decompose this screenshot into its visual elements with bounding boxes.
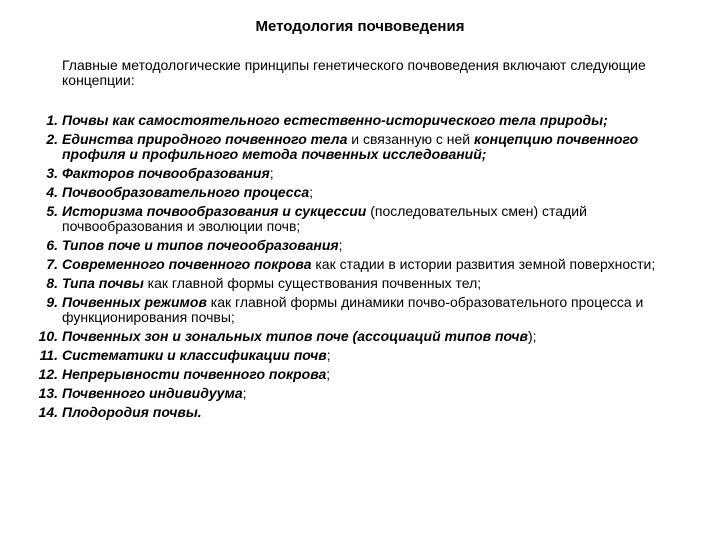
list-item-number: 10. [38, 328, 58, 344]
concept-text: ; [309, 184, 314, 200]
list-item-number: 13. [38, 385, 58, 401]
concept-term: Современного почвенного покрова [62, 256, 312, 272]
slide-title: Методология почвоведения [255, 18, 465, 35]
list-item-number: 4. [46, 184, 58, 200]
concept-text: ; [326, 347, 331, 363]
list-item-number: 14. [38, 404, 58, 420]
concept-term: концепцию почвенного профиля и профильного метода почвенных исследований; [62, 131, 639, 162]
list-item [0, 257, 700, 272]
list-item [0, 238, 700, 253]
list-item-number: 8. [46, 275, 58, 291]
list-item [0, 204, 700, 234]
concept-term: Почвы как самостоятельного естественно-исторического тела природы; [62, 112, 608, 128]
list-item [0, 132, 700, 162]
concept-text: ; [338, 237, 343, 253]
concept-term: Почвенных зон и зональных типов поче (ассоциаций типов почв [62, 328, 529, 344]
list-item [0, 405, 700, 420]
list-item-number: 9. [46, 294, 58, 310]
intro-paragraph: Главные методологические принципы генетического почвоведения включают следующие концепции: [62, 57, 646, 88]
concept-term: Типа почвы [62, 275, 144, 291]
list-item-number: 6. [46, 237, 58, 253]
concept-list [0, 113, 700, 424]
list-item-number: 11. [39, 347, 58, 363]
concept-term: Плодородия почвы. [62, 404, 202, 420]
concept-text: ; [242, 385, 247, 401]
list-item [0, 295, 700, 325]
concept-term: Почвообразовательного процесса [62, 184, 310, 200]
concept-text: (последовательных смен) стадий почвообразования и эволюции почв; [62, 203, 587, 234]
concept-text: ; [269, 165, 274, 181]
list-item-number: 7. [46, 256, 58, 272]
concept-term: Историзма почвообразования и сукцессии [62, 203, 367, 219]
list-item-number: 1. [46, 112, 58, 128]
concept-term: Типов поче и типов почеообразования [62, 237, 339, 253]
list-item-number: 5. [46, 203, 58, 219]
list-item [0, 386, 700, 401]
list-item [0, 329, 700, 344]
list-item-number: 12. [38, 366, 58, 382]
list-item [0, 348, 700, 363]
concept-text: как стадии в истории развития земной поверхности; [311, 256, 656, 272]
list-item [0, 166, 700, 181]
list-item [0, 185, 700, 200]
list-item-number: 2. [46, 131, 58, 147]
concept-text: и связанную с ней [347, 131, 475, 147]
concept-term: Факторов почвообразования [62, 165, 270, 181]
list-item [0, 276, 700, 291]
list-item-number: 3. [46, 165, 58, 181]
concept-term: Непрерывности почвенного покрова [62, 366, 327, 382]
concept-term: Почвенных режимов [62, 294, 207, 310]
concept-term: Почвенного индивидуума [62, 385, 243, 401]
concept-text: как главной формы динамики почво-образовательного процесса и функционирования почвы; [62, 294, 644, 325]
concept-text: ; [326, 366, 331, 382]
concept-text: ); [528, 328, 537, 344]
concept-term: Систематики и классификации почв [62, 347, 327, 363]
concept-text: как главной формы существования почвенных тел; [143, 275, 482, 291]
concept-term: Единства природного почвенного тела [62, 131, 348, 147]
list-item [0, 367, 700, 382]
list-item [0, 113, 700, 128]
